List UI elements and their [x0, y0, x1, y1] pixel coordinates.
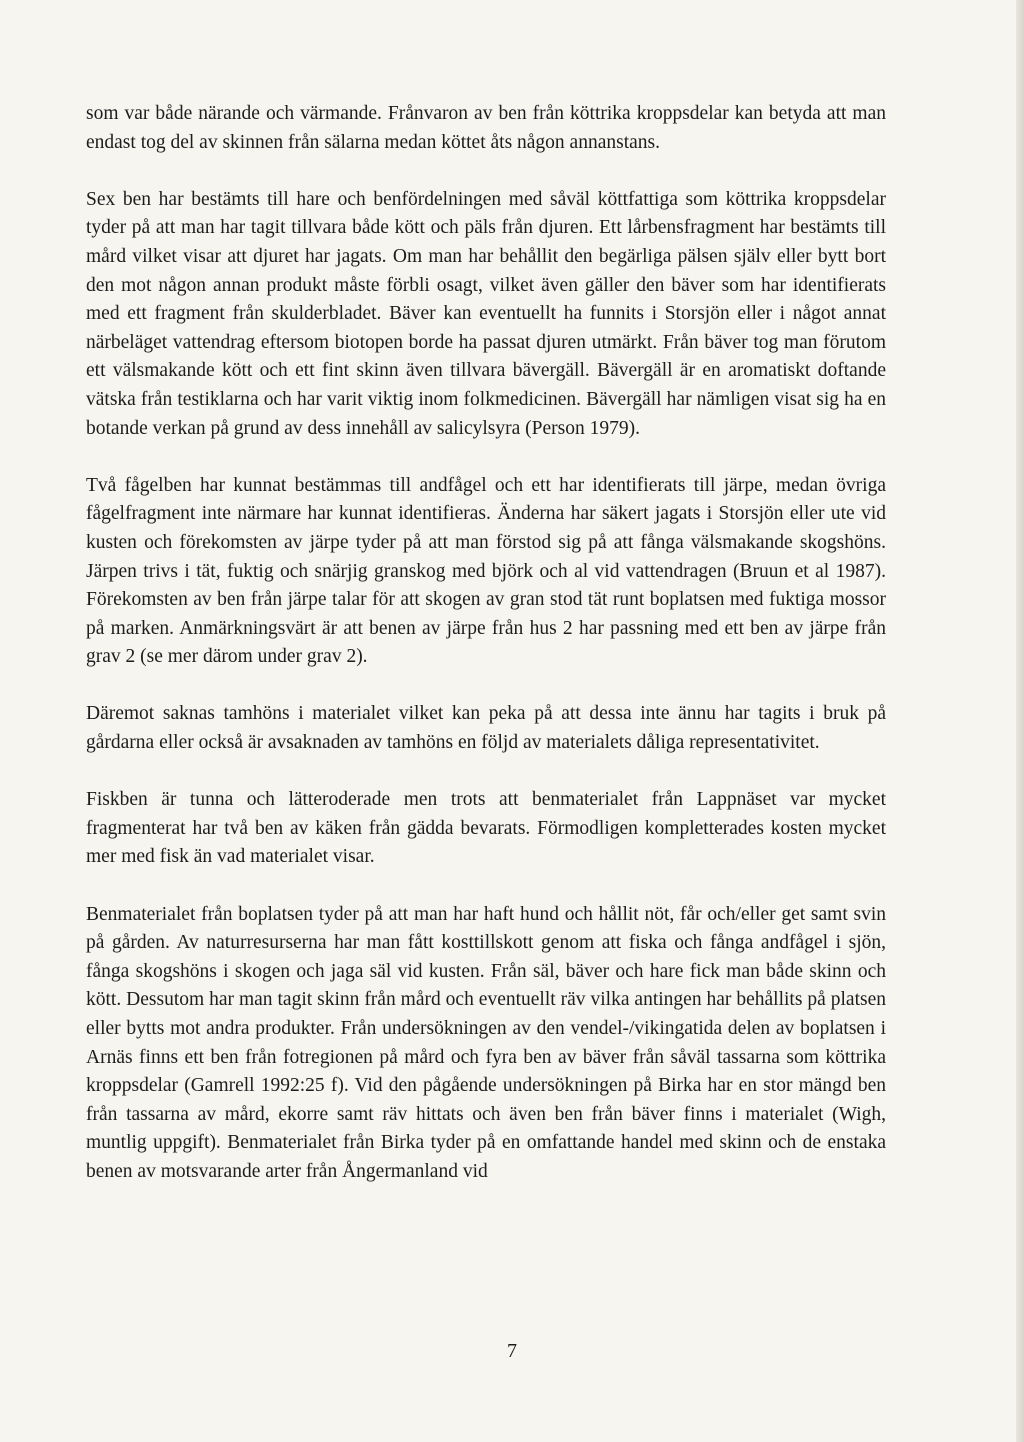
paragraph-birds: Två fågelben har kunnat bestämmas till andfågel och ett har identifierats till järpe, medan övriga fågelfragment inte närmare har kunnat identifieras. Änderna har säkert jagats i Storsjön eller ute vid kusten och förekomsten av järpe tyder på att man förstod sig på att fånga välsmakande skogshöns. Järpen trivs i tät, fuktig och snärjig granskog med björk och al vid vattendragen (Bruun et al 1987). Förekomsten av ben från järpe talar för att skogen av gran stod tät runt boplatsen med fuktiga mossor på marken. Anmärkningsvärt är att benen av järpe från hus 2 har passning med ett ben av järpe från grav 2 (se mer därom under grav 2). — [86, 474, 886, 668]
scan-edge — [1016, 0, 1024, 1442]
paragraph-hare-marten-beaver: Sex ben har bestämts till hare och benfördelningen med såväl köttfattiga som köttrika kroppsdelar tyder på att man har tagit tillvara både kött och päls från djuren. Ett lårbensfragment har bestämts till mård vilket visar att djuret har jagats. Om man har behållit den begärliga pälsen själv eller bytt bort den mot någon annan produkt måste förbli osagt, vilket även gäller den bäver som har identifierats med ett fragment från skulderbladet. Bäver kan eventuellt ha funnits i Storsjön eller i något annat närbeläget vattendrag eftersom biotopen borde ha passat djuren utmärkt. Från bäver tog man förutom ett välsmakande kött och ett fint skinn även tillvara bävergäll. Bävergäll är en aromatiskt doftande vätska från testiklarna och har varit viktig inom folkmedicinen. Bävergäll har nämligen visat sig ha en botande verkan på grund av dess innehåll av salicylsyra (Person 1979). — [86, 188, 886, 439]
paragraph-seal-continuation: som var både närande och värmande. Frånvaron av ben från köttrika kroppsdelar kan betyda att man endast tog del av skinnen från sälarna medan köttet åts någon annanstans. — [86, 103, 886, 153]
paragraph-domestic-fowl: Däremot saknas tamhöns i materialet vilket kan peka på att dessa inte ännu har tagits i bruk på gårdarna eller också är avsaknaden av tamhöns en följd av materialets dåliga representativitet. — [86, 703, 886, 754]
body-text — [86, 100, 886, 1215]
page-number: 7 — [507, 1340, 517, 1362]
paragraph-fish: Fiskben är tunna och lätteroderade men trots att benmaterialet från Lappnäset var mycket fragmenterat har två ben av käken från gädda bevarats. Förmodligen kompletterades kosten mycket mer med fisk än vad materialet visar. — [86, 789, 886, 868]
paragraph-summary: Benmaterialet från boplatsen tyder på att man har haft hund och hållit nöt, får och/eller get samt svin på gården. Av naturresurserna har man fått kosttillskott genom att fiska och fånga andfågel i sjön, fånga skogshöns i skogen och jaga säl vid kusten. Från säl, bäver och hare fick man både skinn och kött. Dessutom har man tagit skinn från mård och eventuellt räv vilka antingen har behållits på platsen eller bytts mot andra produkter. Från undersökningen av den vendel-/vikingatida delen av boplatsen i Arnäs finns ett ben från fotregionen på mård och fyra ben av bäver från såväl tassarna som köttrika kroppsdelar (Gamrell 1992:25 f). Vid den pågående undersökningen på Birka har en stor mängd ben från tassarna av mård, ekorre samt räv hittats och även ben från bäver finns i materialet (Wigh, muntlig uppgift). Benmaterialet från Birka tyder på en omfattande handel med skinn och de enstaka benen av motsvarande arter från Ångermanland vid — [86, 903, 886, 1182]
